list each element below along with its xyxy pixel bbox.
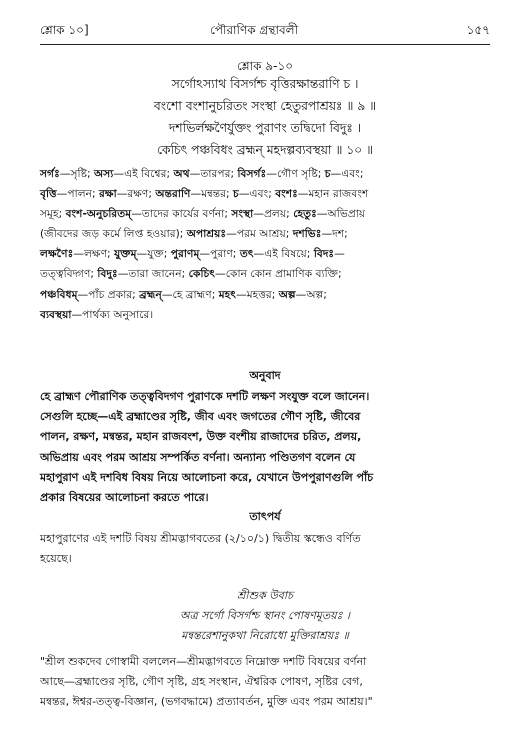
synonym-meaning: তত্ত্ববিদ্গণ; [40,267,98,281]
translation-text [40,387,490,508]
synonym-meaning: —পাঁচ প্রকার; [77,287,140,301]
translation-line: পালন, রক্ষণ, মন্বন্তর, মহান রাজবংশ, উক্ত বংশীয় রাজাদের চরিত, প্রলয়, [40,430,362,444]
synonym-meaning: — [334,247,345,261]
synonym-meaning: —পার্থক্য অনুসারে। [71,307,154,321]
synonym-line [40,184,490,204]
verse-heading: শ্লোক ৯-১০ [236,59,294,73]
synonym-word: বৃত্তি [40,187,57,201]
synonym-word: চ [233,187,239,201]
translation-line: অভিপ্রায় এবং পরম আশ্রয় সম্পর্কিত বর্ণনা। অন্যান্য পণ্ডিতগণ বলেন যে [40,450,356,464]
synonym-word: পঞ্চবিধম্ [40,287,78,301]
verse-line: কেচিৎ পঞ্চবিধং ব্রহ্মন্ মহদল্পব্যবস্থয়া ॥ ১০ ॥ [156,143,374,157]
synonym-word: অন্তরাণি [155,187,191,201]
synonym-word: অপাশ্রয়ঃ [186,227,227,241]
synonym-word: বিসর্গঃ [237,167,267,180]
synonym-word: দশভিঃ [292,227,322,241]
synonym-word: মহৎ [218,287,236,301]
synonym-word: কেচিৎ [188,267,215,281]
purport-continued [40,652,490,713]
synonym-meaning: —গৌণ সৃষ্টি; [266,167,325,180]
verse-line: দশভির্লক্ষণৈর্যুক্তং পুরাণং তদ্বিদো বিদুঃ । [168,121,362,135]
synonym-line [40,204,490,224]
purport-text [40,529,490,569]
purport-line: "শ্রীল শুকদেব গোস্বামী বললেন—শ্রীমদ্ভাগবতে নিম্নোক্ত দশটি বিষয়ের বর্ণনা [40,655,367,668]
synonym-meaning: সমূহ; [40,207,66,221]
verse-line: বংশো বংশানুচরিতং সংস্থা হেতুরপাশ্রয়ঃ ॥ ৯ ॥ [153,99,377,113]
synonym-line [40,224,490,244]
header-page-number: ১৫৭ [466,23,490,37]
synonym-line [40,244,490,264]
synonym-meaning: —এবং; [238,187,276,201]
translation-heading: অনুবাদ [249,369,281,382]
synonym-word: লক্ষণৈঃ [40,247,74,261]
page-header [40,22,490,42]
synonym-meaning: —প্রলয়; [253,207,294,221]
synonym-meaning: —লক্ষণ; [73,247,115,261]
synonym-word: তৎ [239,247,254,261]
synonym-meaning: —হে ব্রাহ্মণ; [161,287,219,301]
purport-line: হয়েছে। [40,552,72,566]
purport-line: মহাপুরাণের এই দশটি বিষয় শ্রীমদ্ভাগবতের (২/১০/১) দ্বিতীয় স্কন্ধেও বর্ণিত [40,532,361,545]
synonym-word: ব্যবস্থয়া [40,307,72,321]
synonym-meaning: —এবং; [330,167,364,180]
synonym-word: বিদুঃ [97,267,118,281]
synonym-word: সংস্থা [231,207,254,221]
synonym-word: হেতুঃ [293,207,317,221]
synonym-word: চ [324,167,331,180]
synonym-line [40,164,490,184]
verse-line: সর্গোঽস্যাথ বিসর্গশ্চ বৃত্তিরক্ষান্তরাণি চ । [171,77,359,91]
synonym-meaning: —সৃষ্টি; [59,167,94,180]
synonym-meaning: —কোন কোন প্রামাণিক ব্যক্তি; [215,267,342,281]
purport-line: আছে—ব্রহ্মাণ্ডের সৃষ্টি, গৌণ সৃষ্টি, গ্রহ সংস্থান, ঐশ্বরিক পোষণ, সৃষ্টির বেগ, [40,675,363,689]
synonym-word: বিদঃ [313,247,335,261]
header-book-title: পৌরাণিক গ্রন্থাবলী [210,23,299,37]
quote-line: অত্র সর্গো বিসর্গশ্চ স্থানং পোষণমূতয়ঃ । [180,609,350,622]
synonym-meaning: —পুরাণ; [199,247,240,261]
synonym-meaning: —অভিপ্রায় [316,207,366,221]
word-meanings [40,164,490,325]
synonym-line [40,285,490,305]
synonym-meaning: —তাদের কার্যের বর্ণনা; [131,207,232,221]
purport-heading: তাৎপর্য [249,510,281,523]
purport-line: মন্বন্তর, ঈশ্বর-তত্ত্ব-বিজ্ঞান, (ভগবদ্ধামে) প্রত্যাবর্তন, মুক্তি এবং পরম আশ্রয়।" [40,695,373,709]
synonym-word: যুক্তম্ [114,247,137,261]
synonym-word: পুরাণম্ [170,247,200,261]
quote-speaker: শ্রীশুক উবাচ [237,589,293,602]
translation-line: সেগুলি হচ্ছে—এই ব্রহ্মাণ্ডের সৃষ্টি, জীব এবং জগতের গৌণ সৃষ্টি, জীবের [40,410,361,424]
synonym-meaning: —পালন; [56,187,100,201]
translation-line: হে ব্রাহ্মণ পৌরাণিক তত্ত্ববিদগণ পুরাণকে দশটি লক্ষণ সংযুক্ত বলে জানেন। [40,390,370,403]
quote-line: মন্বন্তরেশানুকথা নিরোধো মুক্তিরাশ্রয়ঃ ॥ [181,629,349,642]
synonym-meaning: —মহান রাজবংশ [297,187,369,201]
synonym-meaning: —এই বিশ্বের; [113,167,174,180]
synonym-meaning: —মন্বন্তর; [190,187,234,201]
synonym-word: বংশ-অনুচরিতম্ [65,207,132,221]
synonym-meaning: —রক্ষণ; [116,187,156,201]
header-verse-ref: শ্লোক ১০] [40,23,89,37]
synonym-word: বংশঃ [275,187,298,201]
synonym-meaning: —অল্প; [295,287,327,301]
synonym-meaning: —পরম আশ্রয়; [226,227,293,241]
synonym-meaning: —মহত্তর; [236,287,279,301]
synonym-meaning: —দশ; [321,227,348,241]
synonym-meaning: —এই বিষয়ে; [253,247,314,261]
synonym-word: অস্য [93,167,114,180]
synonym-meaning: (জীবদের জড় কর্মে লিপ্ত হওয়ার); [40,227,187,241]
synonym-meaning: —তারপর; [189,167,238,180]
synonym-line [40,305,490,325]
synonym-word: অল্প [278,287,296,301]
header-rule [40,44,490,45]
synonym-line [40,264,490,284]
synonym-meaning: —তারা জানেন; [117,267,189,281]
translation-line: মহাপুরাণ এই দশবিধ বিষয় নিয়ে আলোচনা করে, যেখানে উপপুরাণগুলি পাঁচ [40,470,374,484]
synonym-meaning: —যুক্ত; [136,247,171,261]
synonym-word: ব্রহ্মন্ [139,287,162,301]
translation-line: প্রকার বিষয়ের আলোচনা করতে পারে। [40,491,209,505]
synonym-word: অথ [173,167,190,180]
synonym-word: রক্ষা [99,187,117,201]
synonym-word: সর্গঃ [40,167,60,180]
